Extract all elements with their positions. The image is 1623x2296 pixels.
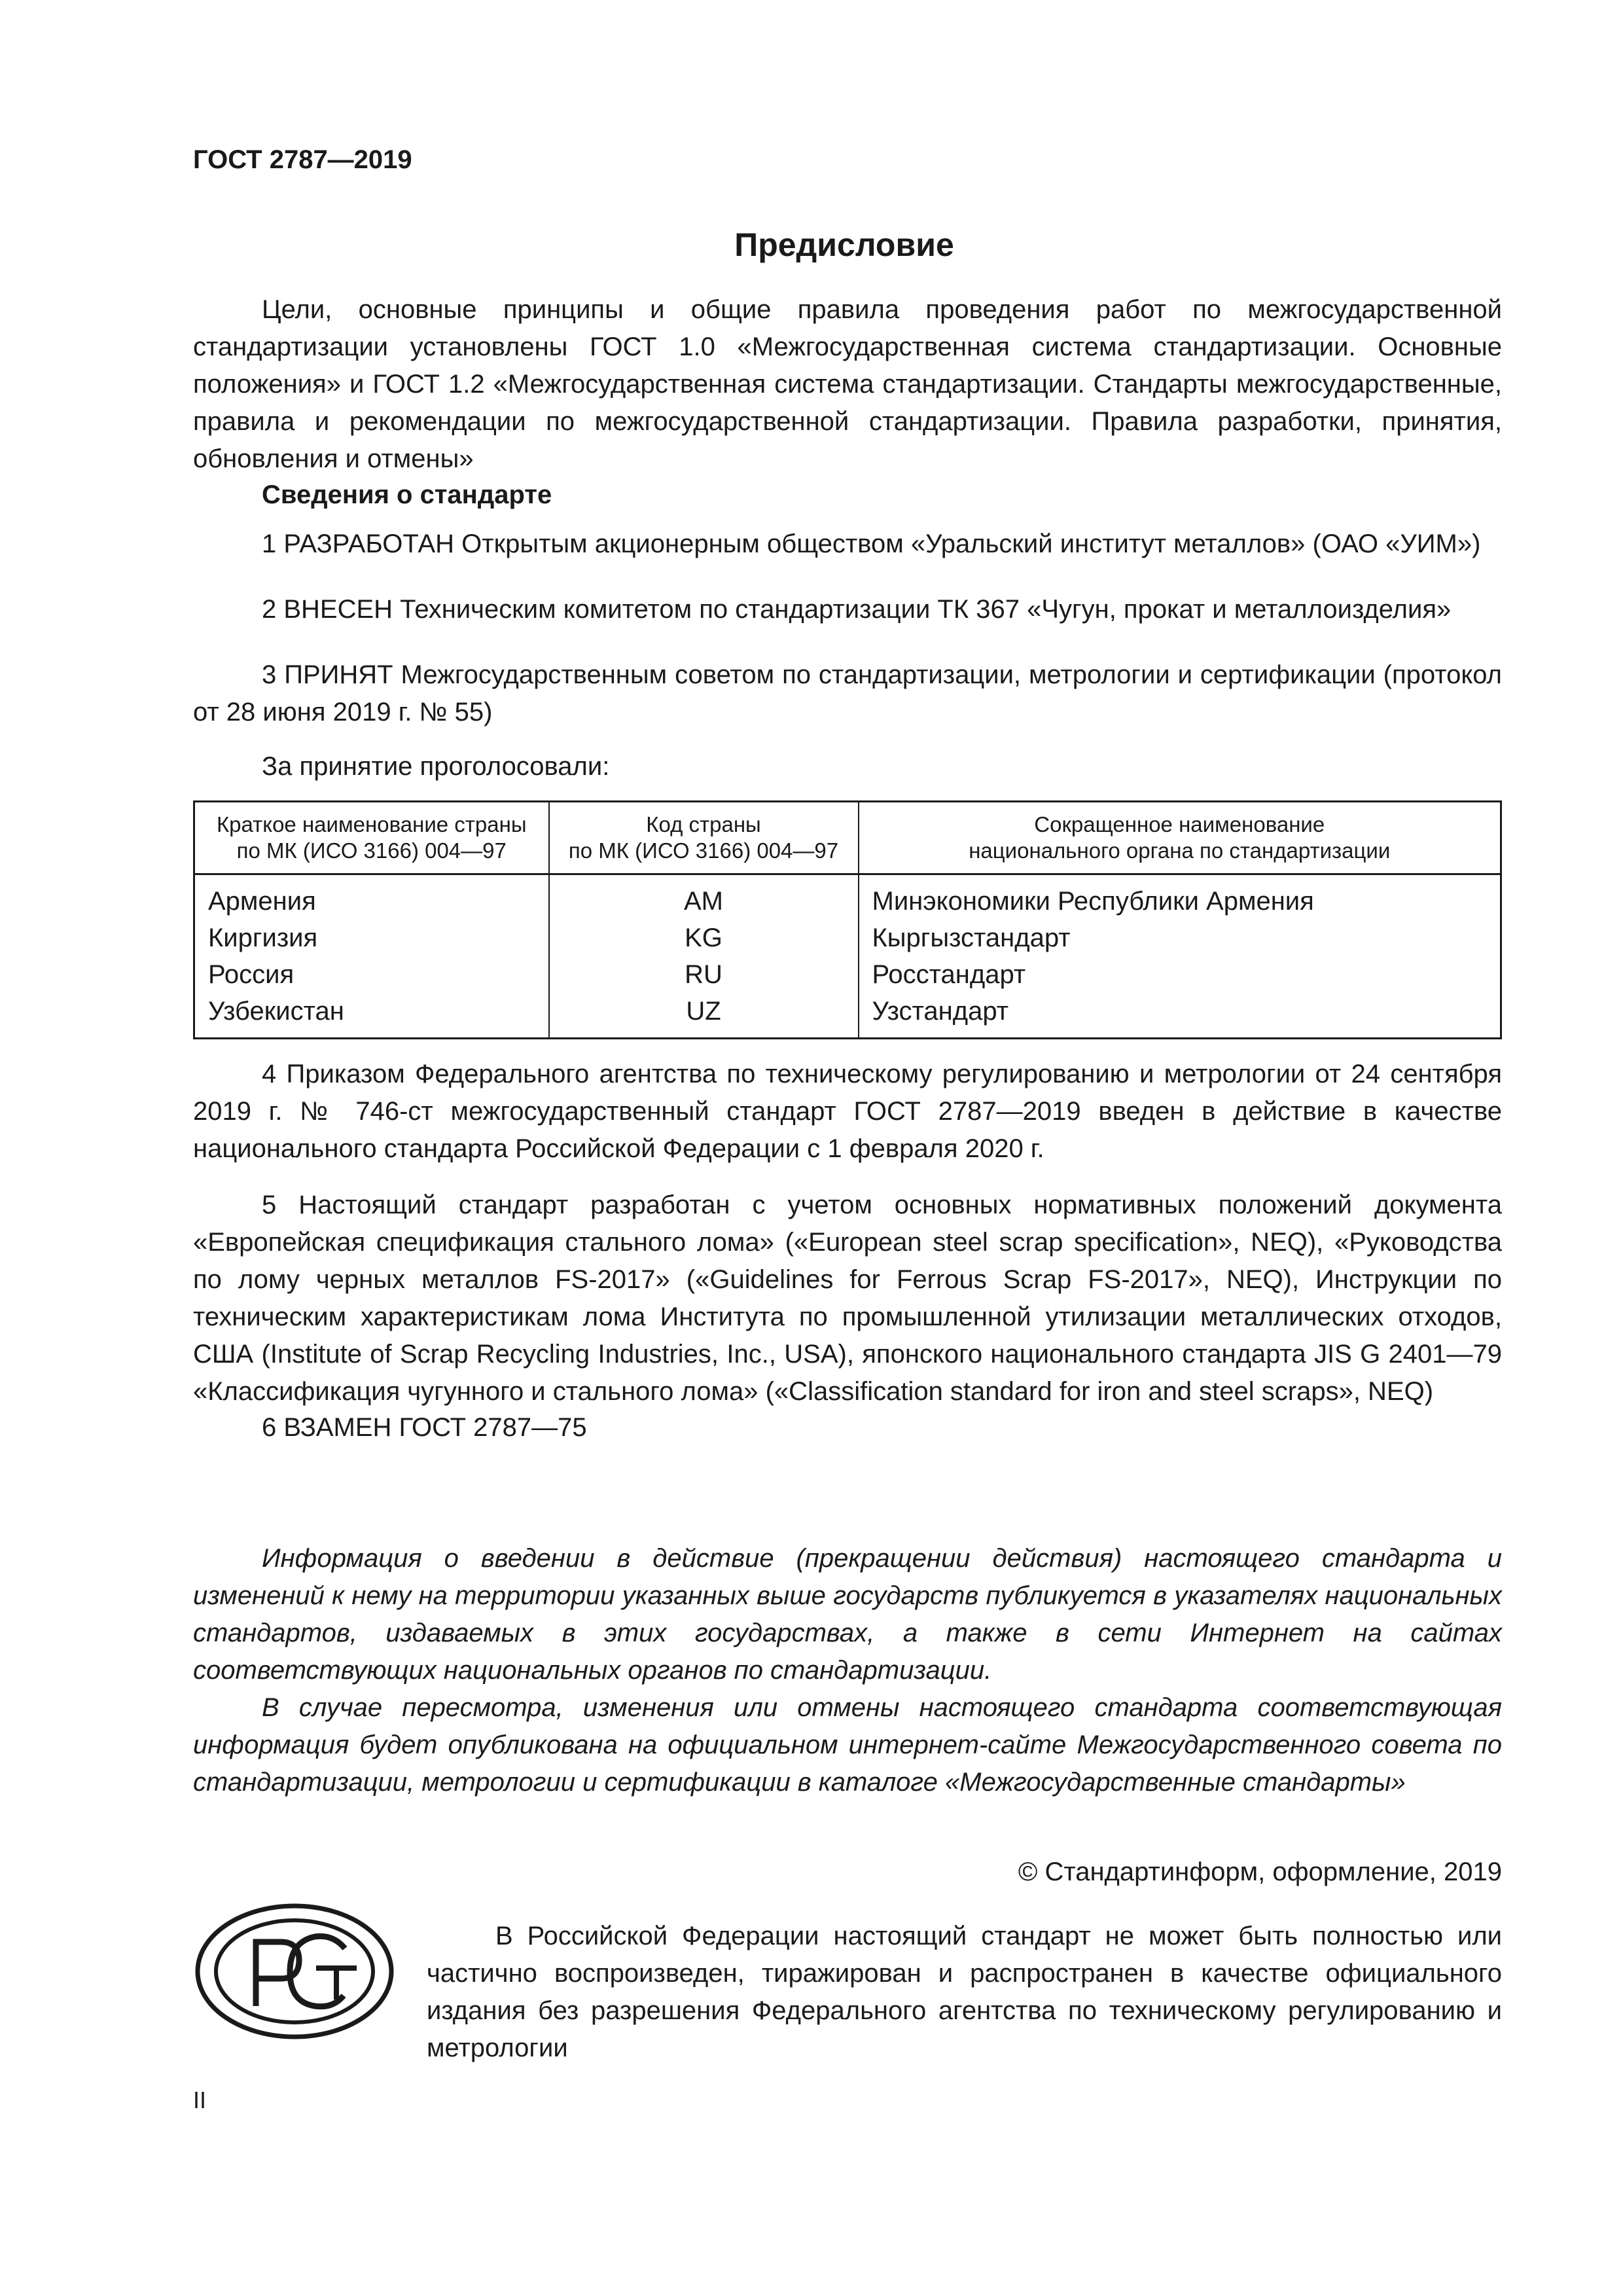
body-cell: Росстандарт: [859, 956, 1501, 993]
item-4-order: 4 Приказом Федерального агентства по техническому регулированию и метрологии от 24 сентября 2019 г. № 746-ст межгосударственный стандарт ГОСТ 2787—2019 введен в действие в качестве национального стандарта Российской Федерации с 1 февраля 2020 г.: [193, 1060, 1502, 1163]
page-number: II: [193, 2087, 207, 2113]
table-row: [194, 956, 1501, 993]
column-header-body: Сокращенное наименование национального органа по стандартизации: [859, 802, 1501, 874]
table-row: [194, 920, 1501, 956]
code-cell: KG: [549, 920, 859, 956]
column-header-code: Код страны по МК (ИСО 3166) 004—97: [549, 802, 859, 874]
body-cell: Кыргызстандарт: [859, 920, 1501, 956]
country-cell: Узбекистан: [194, 993, 549, 1039]
table-row: [194, 993, 1501, 1039]
country-cell: Киргизия: [194, 920, 549, 956]
body-cell: Минэкономики Республики Армения: [859, 874, 1501, 920]
body-cell: Узстандарт: [859, 993, 1501, 1039]
column-header-country: Краткое наименование страны по МК (ИСО 3166) 004—97: [194, 802, 549, 874]
page-title: Предисловие: [734, 226, 954, 263]
code-cell: AM: [549, 874, 859, 920]
code-cell: UZ: [549, 993, 859, 1039]
voting-table: [193, 800, 1502, 1039]
item-1-developed: 1 РАЗРАБОТАН Открытым акционерным обществом «Уральский институт металлов» (ОАО «УИМ»): [262, 529, 1481, 558]
item-3-adopted: 3 ПРИНЯТ Межгосударственным советом по стандартизации, метрологии и сертификации (протокол от 28 июня 2019 г. № 55): [193, 660, 1502, 726]
country-cell: Россия: [194, 956, 549, 993]
item-6-replaces: 6 ВЗАМЕН ГОСТ 2787—75: [262, 1413, 587, 1442]
item-2-submitted: 2 ВНЕСЕН Техническим комитетом по стандартизации ТК 367 «Чугун, прокат и металлоизделия»: [262, 595, 1452, 624]
copyright-notice: В Российской Федерации настоящий стандарт не может быть полностью или частично воспроизведен, тиражирован и распространен в качестве официального издания без разрешения Федерального агентства по техническому регулированию и метрологии: [427, 1922, 1502, 2062]
code-cell: RU: [549, 956, 859, 993]
info-paragraph-2: В случае пересмотра, изменения или отмены настоящего стандарта соответствующая информация будет опубликована на официальном интернет-сайте Межгосударственного совета по стандартизации, метрологии и сертификации в каталоге «Межгосударственные стандарты»: [193, 1693, 1502, 1797]
info-paragraph-1: Информация о введении в действие (прекращении действия) настоящего стандарта и изменений к нему на территории указанных выше государств публикуется в указателях национальных стандартов, издаваемых в этих государствах, а также в сети Интернет на сайтах соответствующих национальных органов по стандартизации.: [193, 1544, 1502, 1685]
voted-label: За принятие проголосовали:: [262, 752, 610, 781]
section-heading: Сведения о стандарте: [262, 480, 552, 509]
intro-paragraph: Цели, основные принципы и общие правила проведения работ по межгосударственной стандартизации установлены ГОСТ 1.0 «Межгосударственная система стандартизации. Основные положения» и ГОСТ 1.2 «Межгосударственная система стандартизации. Стандарты межгосударственные, правила и рекомендации по межгосударственной стандартизации. Правила разработки, принятия, обновления и отмены»: [193, 295, 1502, 473]
item-5-basis: 5 Настоящий стандарт разработан с учетом основных нормативных положений документа «Европейская спецификация стального лома» («European steel scrap specification», NEQ), «Руководства по лому черных металлов FS-2017» («Guidelines for Ferrous Scrap FS-2017», NEQ), Инструкции по техническим характеристикам лома Института по промышленной утилизации металлических отходов, США (Institute of Scrap Recycling Industries, Inc., USA), японского национального стандарта JIS G 2401—79 «Классификация чугунного и стального лома» («Classification standard for iron and steel scraps», NEQ): [193, 1191, 1502, 1406]
table-header-row: [194, 802, 1501, 874]
document-code-header: ГОСТ 2787—2019: [193, 145, 412, 174]
copyright-line: © Стандартинформ, оформление, 2019: [1018, 1857, 1502, 1886]
rst-certification-mark-icon: [193, 1901, 396, 2042]
table-row: [194, 874, 1501, 920]
country-cell: Армения: [194, 874, 549, 920]
